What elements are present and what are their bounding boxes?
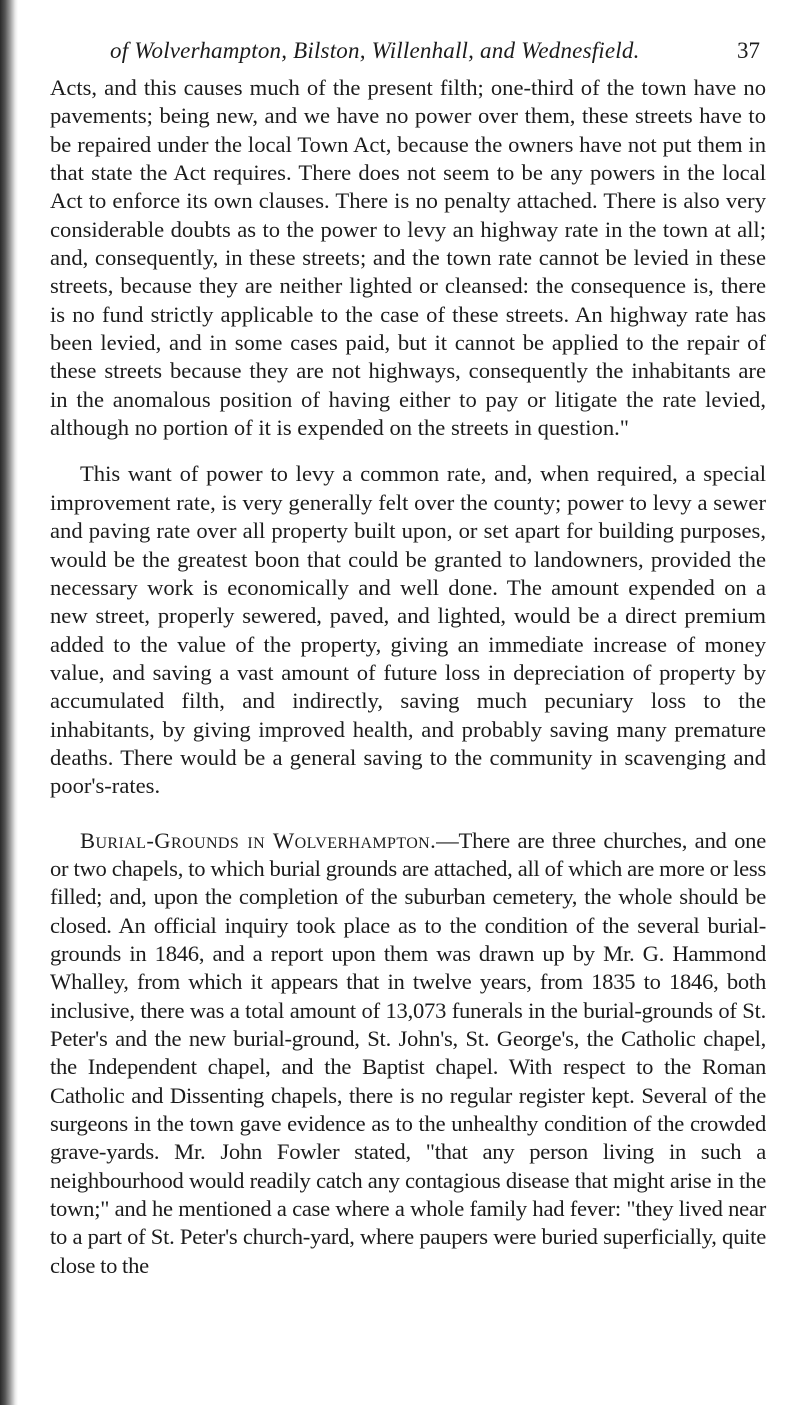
paragraph-burial-grounds [50,827,766,1281]
running-head [50,30,766,70]
section-heading-burial-grounds: Burial-Grounds in Wolverhampton. [80,827,437,853]
book-page [50,30,766,1280]
paragraph-continued: Acts, and this causes much of the present filth; one-third of the town have no pavements; being new, and we have no power over them, these streets have to be repaired under the local Town Act, because the owners have not put them in that state the Act requires. There does not seem to be any powers in the local Act to enforce its own clauses. There is no penalty attached. There is also very considerable doubts as to the power to levy an highway rate in the town at all; and, consequently, in these streets; and the town rate cannot be levied in these streets, because they are neither lighted or cleansed: the consequence is, there is no fund strictly applicable to the case of these streets. An highway rate has been levied, and in some cases paid, but it cannot be applied to the repair of these streets because they are not highways, consequently the inhabitants are in the anomalous position of having either to pay or litigate the rate levied, although no portion of it is expended on the streets in question." [50,75,766,441]
body-text [50,74,766,1280]
page-binding-shadow [0,0,18,1405]
running-head-title: of Wolverhampton, Bilston, Willenhall, and Wednesfield. [110,38,640,63]
paragraph-want-of-power: This want of power to levy a common rate, and, when required, a special improvement rate, is very generally felt over the county; power to levy a sewer and paving rate over all property built upon, or set apart for building purposes, would be the greatest boon that could be granted to landowners, provided the necessary work is economically and well done. The amount expended on a new street, properly sewered, paved, and lighted, would be a direct premium added to the value of the property, giving an immediate increase of money value, and saving a vast amount of future loss in depreciation of property by accumulated filth, and indirectly, saving much pecuniary loss to the inhabitants, by giving improved health, and probably saving many premature deaths. There would be a general saving to the community in scavenging and poor's-rates. [50,461,766,799]
burial-grounds-text: —There are three churches, and one or two chapels, to which burial grounds are attached, all of which are more or less filled; and, upon the completion of the suburban cemetery, the whole should be closed. An official inquiry took place as to the condition of the several burial-grounds in 1846, and a report upon them was drawn up by Mr. G. Hammond Whalley, from which it appears that in twelve years, from 1835 to 1846, both inclusive, there was a total amount of 13,073 funerals in the burial-grounds of St. Peter's and the new burial-ground, St. John's, St. George's, the Catholic chapel, the Independent chapel, and the Baptist chapel. With respect to the Roman Catholic and Dissenting chapels, there is no regular register kept. Several of the surgeons in the town gave evidence as to the unhealthy condition of the crowded grave-yards. Mr. John Fowler stated, "that any person living in such a neighbourhood would readily catch any contagious disease that might arise in the town;" and he mentioned a case where a whole family had fever: "they lived near to a part of St. Peter's church-yard, where paupers were buried superficially, quite close to the [50,827,766,1278]
page-number: 37 [737,38,760,63]
